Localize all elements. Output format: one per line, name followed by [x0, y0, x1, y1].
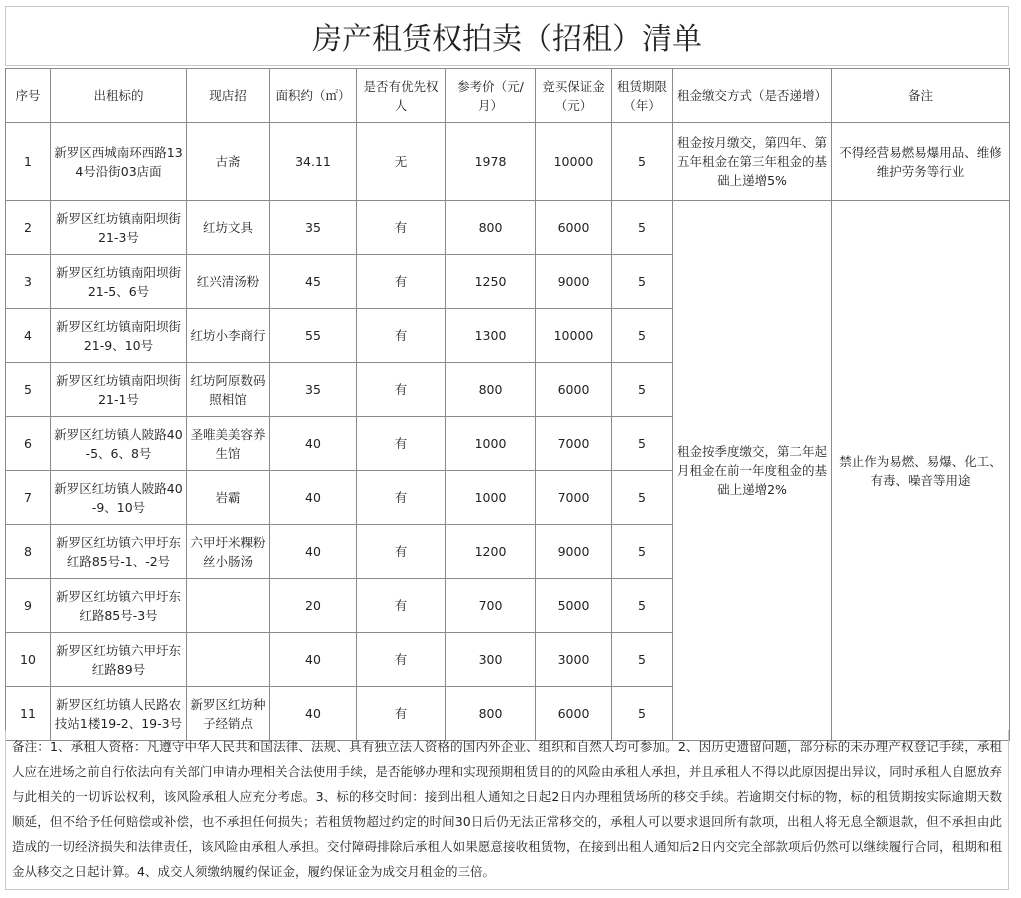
cell-shop: 新罗区红坊种子经销点 — [187, 687, 270, 741]
cell-target: 新罗区红坊镇人民路农技站1楼19-2、19-3号 — [51, 687, 187, 741]
cell-price: 1300 — [446, 309, 536, 363]
cell-seq: 9 — [6, 579, 51, 633]
cell-price: 700 — [446, 579, 536, 633]
cell-seq: 7 — [6, 471, 51, 525]
cell-priority: 有 — [357, 687, 446, 741]
header-remark: 备注 — [832, 69, 1010, 123]
cell-term: 5 — [612, 255, 673, 309]
cell-seq: 3 — [6, 255, 51, 309]
cell-shop: 红坊小李商行 — [187, 309, 270, 363]
cell-deposit: 3000 — [536, 633, 612, 687]
cell-shop — [187, 633, 270, 687]
cell-deposit: 6000 — [536, 687, 612, 741]
cell-term: 5 — [612, 471, 673, 525]
cell-target: 新罗区红坊镇南阳坝街21-9、10号 — [51, 309, 187, 363]
cell-deposit: 6000 — [536, 201, 612, 255]
cell-area: 40 — [270, 471, 357, 525]
cell-area: 40 — [270, 417, 357, 471]
cell-term: 5 — [612, 525, 673, 579]
cell-seq: 2 — [6, 201, 51, 255]
cell-remark-rest: 禁止作为易燃、易爆、化工、有毒、噪音等用途 — [832, 201, 1010, 741]
cell-seq: 4 — [6, 309, 51, 363]
cell-deposit: 9000 — [536, 525, 612, 579]
cell-price: 800 — [446, 687, 536, 741]
cell-priority: 无 — [357, 123, 446, 201]
cell-area: 40 — [270, 525, 357, 579]
cell-area: 35 — [270, 363, 357, 417]
cell-target: 新罗区西城南环西路134号沿街03店面 — [51, 123, 187, 201]
cell-target: 新罗区红坊镇六甲圩东红路85号-3号 — [51, 579, 187, 633]
cell-seq: 6 — [6, 417, 51, 471]
cell-seq: 5 — [6, 363, 51, 417]
cell-shop: 古斋 — [187, 123, 270, 201]
cell-priority: 有 — [357, 525, 446, 579]
cell-priority: 有 — [357, 471, 446, 525]
cell-payment-quarterly: 租金按季度缴交，第二年起月租金在前一年度租金的基础上递增2% — [673, 201, 832, 741]
cell-area: 35 — [270, 201, 357, 255]
cell-target: 新罗区红坊镇六甲圩东红路89号 — [51, 633, 187, 687]
cell-deposit: 7000 — [536, 471, 612, 525]
cell-deposit: 10000 — [536, 123, 612, 201]
cell-remark-first: 不得经营易燃易爆用品、维修维护劳务等行业 — [832, 123, 1010, 201]
cell-priority: 有 — [357, 255, 446, 309]
cell-priority: 有 — [357, 417, 446, 471]
cell-seq: 8 — [6, 525, 51, 579]
cell-area: 40 — [270, 633, 357, 687]
header-price: 参考价（元/月） — [446, 69, 536, 123]
cell-priority: 有 — [357, 309, 446, 363]
cell-target: 新罗区红坊镇人陂路40-5、6、8号 — [51, 417, 187, 471]
cell-price: 1000 — [446, 417, 536, 471]
cell-area: 34.11 — [270, 123, 357, 201]
header-payment: 租金缴交方式（是否递增） — [673, 69, 832, 123]
cell-target: 新罗区红坊镇人陂路40-9、10号 — [51, 471, 187, 525]
cell-area: 55 — [270, 309, 357, 363]
cell-seq: 1 — [6, 123, 51, 201]
cell-shop: 红兴清汤粉 — [187, 255, 270, 309]
cell-price: 300 — [446, 633, 536, 687]
table-row — [6, 123, 1010, 201]
header-term: 租赁期限（年） — [612, 69, 673, 123]
header-target: 出租标的 — [51, 69, 187, 123]
header-deposit: 竞买保证金（元） — [536, 69, 612, 123]
table-row — [6, 201, 1010, 255]
cell-term: 5 — [612, 687, 673, 741]
cell-target: 新罗区红坊镇南阳坝街21-1号 — [51, 363, 187, 417]
cell-term: 5 — [612, 363, 673, 417]
cell-shop — [187, 579, 270, 633]
page-title: 房产租赁权拍卖（招租）清单 — [5, 6, 1009, 66]
cell-price: 1200 — [446, 525, 536, 579]
cell-deposit: 10000 — [536, 309, 612, 363]
cell-target: 新罗区红坊镇南阳坝街21-3号 — [51, 201, 187, 255]
cell-priority: 有 — [357, 633, 446, 687]
header-area: 面积约（㎡） — [270, 69, 357, 123]
cell-term: 5 — [612, 633, 673, 687]
cell-term: 5 — [612, 579, 673, 633]
cell-deposit: 5000 — [536, 579, 612, 633]
cell-seq: 10 — [6, 633, 51, 687]
cell-price: 1978 — [446, 123, 536, 201]
rental-list-table — [5, 68, 1010, 741]
cell-price: 1000 — [446, 471, 536, 525]
header-seq: 序号 — [6, 69, 51, 123]
header-row — [6, 69, 1010, 123]
cell-payment-monthly: 租金按月缴交，第四年、第五年租金在第三年租金的基础上递增5% — [673, 123, 832, 201]
cell-term: 5 — [612, 417, 673, 471]
cell-shop: 岩霸 — [187, 471, 270, 525]
cell-term: 5 — [612, 201, 673, 255]
cell-target: 新罗区红坊镇南阳坝街21-5、6号 — [51, 255, 187, 309]
cell-price: 800 — [446, 201, 536, 255]
cell-area: 40 — [270, 687, 357, 741]
cell-target: 新罗区红坊镇六甲圩东红路85号-1、-2号 — [51, 525, 187, 579]
cell-deposit: 6000 — [536, 363, 612, 417]
header-priority: 是否有优先权人 — [357, 69, 446, 123]
cell-priority: 有 — [357, 201, 446, 255]
cell-term: 5 — [612, 123, 673, 201]
cell-shop: 圣唯美美容养生馆 — [187, 417, 270, 471]
cell-shop: 六甲圩米粿粉丝小肠汤 — [187, 525, 270, 579]
cell-priority: 有 — [357, 363, 446, 417]
cell-shop: 红坊文具 — [187, 201, 270, 255]
cell-area: 20 — [270, 579, 357, 633]
notes-paragraph: 备注：1、承租人资格：凡遵守中华人民共和国法律、法规、具有独立法人资格的国内外企业、组织和自然人均可参加。2、因历史遗留问题，部分标的未办理产权登记手续，承租人应在进场之前自行依法向有关部门申请办理相关合法使用手续，是否能够办理和实现预期租赁目的的风险由承租人承担，并且承租人不得以此原因提出异议，同时承租人自愿放弃与此相关的一切诉讼权利，该风险承租人应充分考虑。3、标的移交时间：接到出租人通知之日起2日内办理租赁场所的移交手续。若逾期交付标的物，标的租赁期按实际逾期天数顺延，但不给予任何赔偿或补偿，也不承担任何损失；若租赁物超过约定的时间30日后仍无法正常移交的，承租人可以要求退回所有款项，出租人将无息全额退款，但不承担由此造成的一切经济损失和法律责任，该风险由承租人承担。交付障碍排除后承租人如果愿意接收租赁物，在接到出租人通知后2日内交完全部款项后仍然可以继续履行合同，租期和租金从移交之日起计算。4、成交人须缴纳履约保证金，履约保证金为成交月租金的三倍。 — [5, 730, 1009, 890]
cell-price: 1250 — [446, 255, 536, 309]
cell-price: 800 — [446, 363, 536, 417]
cell-deposit: 9000 — [536, 255, 612, 309]
cell-term: 5 — [612, 309, 673, 363]
cell-shop: 红坊阿原数码照相馆 — [187, 363, 270, 417]
cell-priority: 有 — [357, 579, 446, 633]
cell-deposit: 7000 — [536, 417, 612, 471]
cell-area: 45 — [270, 255, 357, 309]
header-shop: 现店招 — [187, 69, 270, 123]
cell-seq: 11 — [6, 687, 51, 741]
